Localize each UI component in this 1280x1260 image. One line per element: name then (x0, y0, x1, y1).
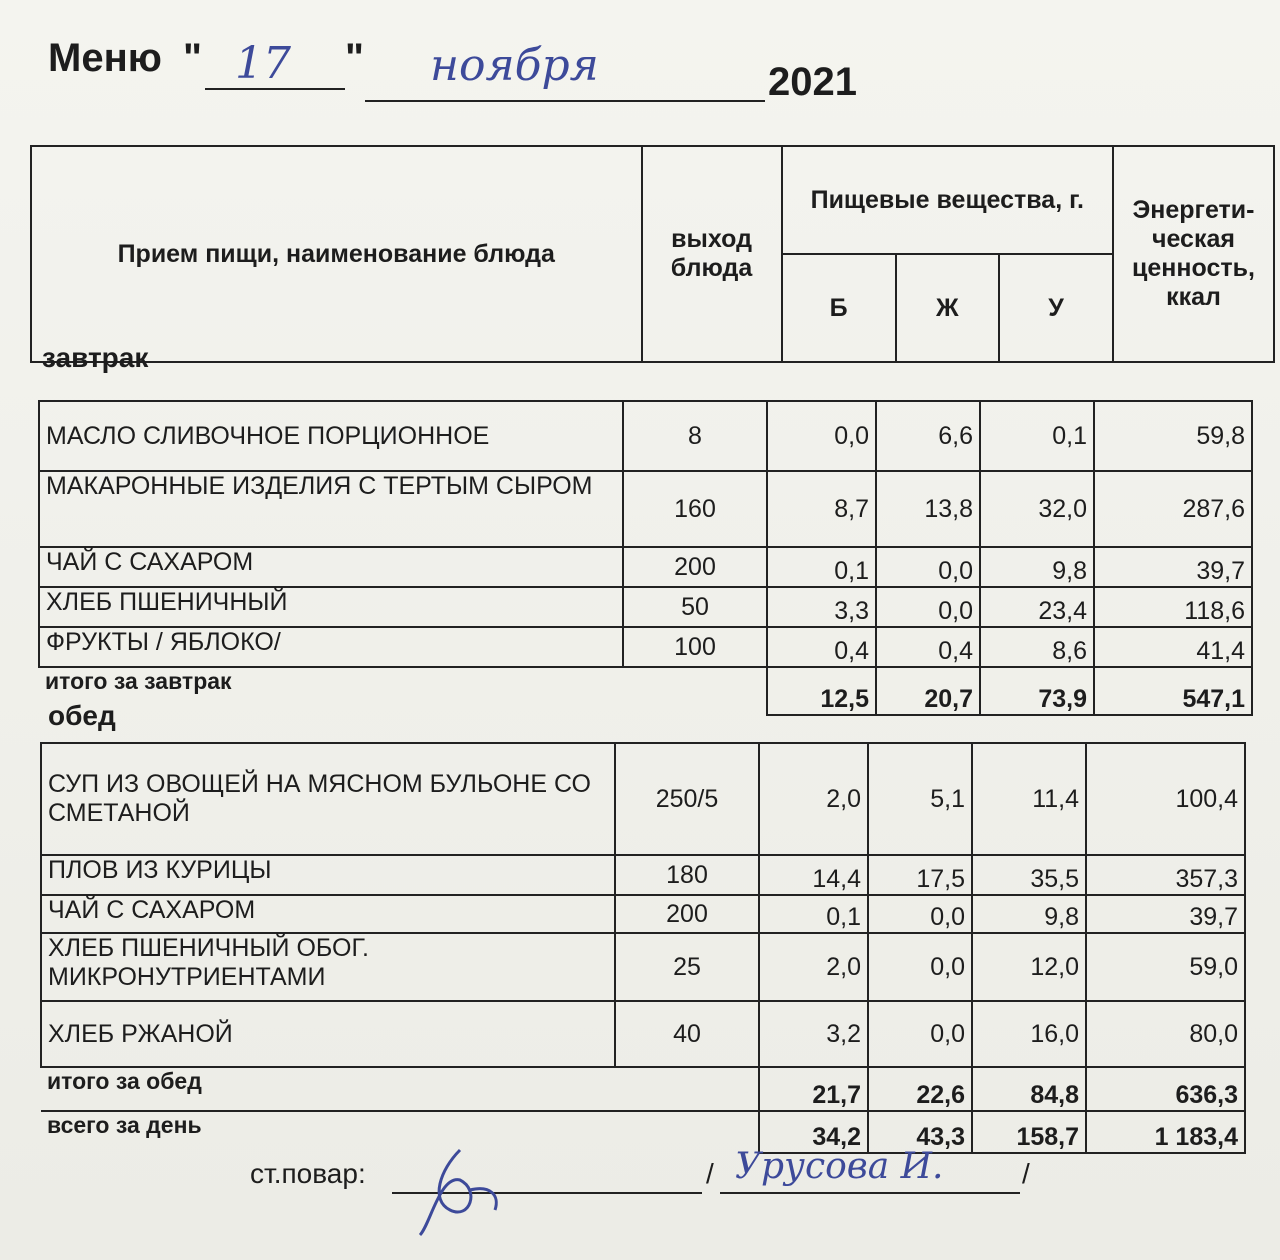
dish-kcal: 39,7 (1094, 547, 1252, 587)
signature-name: Урусова И. (735, 1146, 944, 1187)
dish-name: ПЛОВ ИЗ КУРИЦЫ (41, 855, 615, 895)
dish-u: 9,8 (980, 547, 1094, 587)
dish-u: 32,0 (980, 471, 1094, 547)
dish-u: 11,4 (972, 743, 1086, 855)
dish-yield: 160 (623, 471, 767, 547)
dish-zh: 0,0 (876, 587, 980, 627)
table-row (39, 471, 1252, 547)
breakfast-total-kcal: 547,1 (1094, 667, 1252, 715)
breakfast-total-label: итого за завтрак (39, 667, 767, 715)
table-row (41, 933, 1245, 1001)
dish-name: ХЛЕБ ПШЕНИЧНЫЙ (39, 587, 623, 627)
menu-title (48, 36, 202, 81)
dish-u: 9,8 (972, 895, 1086, 933)
dish-name: ФРУКТЫ / ЯБЛОКО/ (39, 627, 623, 667)
dish-b: 8,7 (767, 471, 876, 547)
dish-name: СУП ИЗ ОВОЩЕЙ НА МЯСНОМ БУЛЬОНЕ СО СМЕТАНОЙ (41, 743, 615, 855)
dish-name: ХЛЕБ ПШЕНИЧНЫЙ ОБОГ. МИКРОНУТРИЕНТАМИ (41, 933, 615, 1001)
header-u: У (999, 254, 1113, 362)
dish-b: 3,3 (767, 587, 876, 627)
month-underline (365, 100, 765, 102)
dish-u: 23,4 (980, 587, 1094, 627)
header-zh: Ж (896, 254, 999, 362)
dish-b: 3,2 (759, 1001, 868, 1067)
dish-yield: 200 (623, 547, 767, 587)
dish-b: 14,4 (759, 855, 868, 895)
dish-zh: 17,5 (868, 855, 972, 895)
header-energy: Энергети-ческая ценность, ккал (1113, 146, 1274, 362)
dish-name: МАСЛО СЛИВОЧНОЕ ПОРЦИОННОЕ (39, 401, 623, 471)
dish-yield: 200 (615, 895, 759, 933)
signature-end: / (1022, 1158, 1030, 1189)
dish-yield: 40 (615, 1001, 759, 1067)
dish-zh: 13,8 (876, 471, 980, 547)
dish-kcal: 357,3 (1086, 855, 1245, 895)
lunch-total-label: итого за обед (41, 1067, 759, 1111)
lunch-total-row (41, 1067, 1245, 1111)
table-row (39, 401, 1252, 471)
table-row (41, 895, 1245, 933)
name-underline (720, 1192, 1020, 1194)
dish-kcal: 39,7 (1086, 895, 1245, 933)
dish-zh: 6,6 (876, 401, 980, 471)
dish-zh: 0,0 (868, 1001, 972, 1067)
breakfast-total-b: 12,5 (767, 667, 876, 715)
breakfast-total-row (39, 667, 1252, 715)
table-row (41, 1001, 1245, 1067)
day-handwritten: 17 (235, 38, 291, 89)
dish-b: 2,0 (759, 933, 868, 1001)
day-total-kcal: 1 183,4 (1086, 1111, 1245, 1153)
table-row (39, 587, 1252, 627)
dish-yield: 8 (623, 401, 767, 471)
day-total-u: 158,7 (972, 1111, 1086, 1153)
lunch-total-b: 21,7 (759, 1067, 868, 1111)
dish-zh: 0,4 (876, 627, 980, 667)
dish-kcal: 287,6 (1094, 471, 1252, 547)
day-total-row (41, 1111, 1245, 1153)
quote-close: " (345, 36, 364, 80)
dish-zh: 5,1 (868, 743, 972, 855)
month-handwritten: ноября (430, 40, 599, 91)
dish-u: 0,1 (980, 401, 1094, 471)
lunch-title: обед (48, 700, 116, 731)
dish-u: 35,5 (972, 855, 1086, 895)
dish-yield: 180 (615, 855, 759, 895)
dish-yield: 100 (623, 627, 767, 667)
table-row (39, 547, 1252, 587)
dish-kcal: 59,0 (1086, 933, 1245, 1001)
dish-name: ЧАЙ С САХАРОМ (41, 895, 615, 933)
quote-open: " (183, 36, 202, 80)
dish-u: 16,0 (972, 1001, 1086, 1067)
dish-b: 2,0 (759, 743, 868, 855)
breakfast-total-zh: 20,7 (876, 667, 980, 715)
day-total-zh: 43,3 (868, 1111, 972, 1153)
dish-zh: 0,0 (876, 547, 980, 587)
dish-u: 8,6 (980, 627, 1094, 667)
lunch-total-zh: 22,6 (868, 1067, 972, 1111)
breakfast-table (38, 400, 1253, 716)
dish-kcal: 100,4 (1086, 743, 1245, 855)
day-total-b: 34,2 (759, 1111, 868, 1153)
year: 2021 (768, 60, 857, 104)
dish-name: ХЛЕБ РЖАНОЙ (41, 1001, 615, 1067)
dish-b: 0,4 (767, 627, 876, 667)
signature-label: ст.повар: (250, 1158, 366, 1189)
dish-b: 0,1 (759, 895, 868, 933)
table-row (39, 627, 1252, 667)
breakfast-title: завтрак (42, 342, 149, 373)
header-dish: Прием пищи, наименование блюда (31, 146, 642, 362)
dish-yield: 250/5 (615, 743, 759, 855)
dish-u: 12,0 (972, 933, 1086, 1001)
dish-yield: 50 (623, 587, 767, 627)
signature-separator: / (706, 1158, 714, 1189)
breakfast-total-u: 73,9 (980, 667, 1094, 715)
dish-kcal: 80,0 (1086, 1001, 1245, 1067)
signature-scribble (400, 1130, 530, 1240)
lunch-table (40, 742, 1246, 1154)
dish-kcal: 41,4 (1094, 627, 1252, 667)
table-row (41, 743, 1245, 855)
dish-zh: 0,0 (868, 895, 972, 933)
dish-kcal: 118,6 (1094, 587, 1252, 627)
dish-yield: 25 (615, 933, 759, 1001)
lunch-total-u: 84,8 (972, 1067, 1086, 1111)
dish-zh: 0,0 (868, 933, 972, 1001)
header-table (30, 145, 1275, 363)
dish-b: 0,1 (767, 547, 876, 587)
dish-name: ЧАЙ С САХАРОМ (39, 547, 623, 587)
dish-name: МАКАРОННЫЕ ИЗДЕЛИЯ С ТЕРТЫМ СЫРОМ (39, 471, 623, 547)
dish-b: 0,0 (767, 401, 876, 471)
lunch-total-kcal: 636,3 (1086, 1067, 1245, 1111)
dish-kcal: 59,8 (1094, 401, 1252, 471)
header-yield: выход блюда (642, 146, 782, 362)
header-b: Б (782, 254, 896, 362)
day-total-label: всего за день (41, 1111, 759, 1153)
header-nutrients: Пищевые вещества, г. (782, 146, 1113, 254)
menu-title-label: Меню (48, 36, 162, 80)
table-row (41, 855, 1245, 895)
